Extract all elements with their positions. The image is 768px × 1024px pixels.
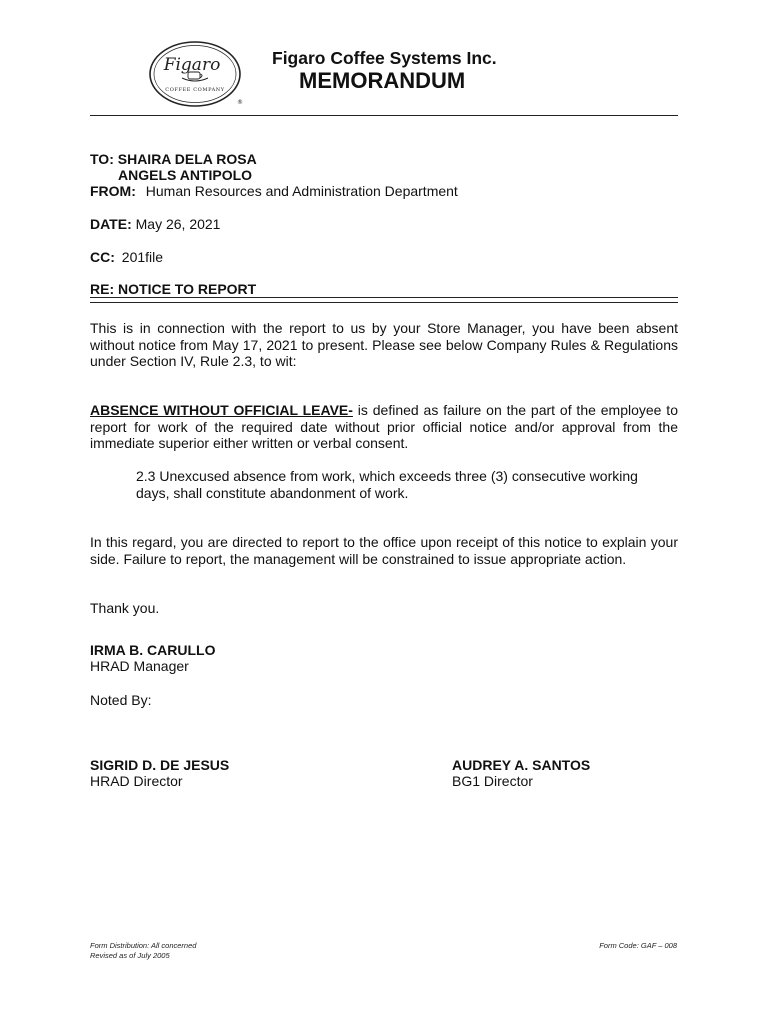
company-name: Figaro Coffee Systems Inc. xyxy=(272,48,497,68)
awol-paragraph xyxy=(90,402,678,452)
noted-2-title: BG1 Director xyxy=(452,773,533,789)
closing-text: Thank you. xyxy=(90,600,160,616)
date-label: DATE: xyxy=(90,216,132,232)
memo-title: MEMORANDUM xyxy=(299,68,466,93)
logo-sub-text: COFFEE COMPANY xyxy=(165,87,225,93)
logo-script-text: Figaro xyxy=(163,55,221,75)
from-value: Human Resources and Administration Department xyxy=(145,183,458,199)
form-code: Form Code: GAF – 008 xyxy=(599,941,677,950)
from-line xyxy=(90,183,458,199)
directive-paragraph: In this regard, you are directed to report to the office upon receipt of this notice to explain your side. Failure to report, the management will be constrained to issue appropriate action. xyxy=(90,534,678,567)
date-line xyxy=(90,216,220,232)
noted-1-name: SIGRID D. DE JESUS xyxy=(90,757,230,773)
header-divider xyxy=(90,115,678,116)
signer-title: HRAD Manager xyxy=(90,658,189,674)
rule-text xyxy=(136,468,656,501)
form-revised: Revised as of July 2005 xyxy=(90,950,170,960)
figaro-logo-icon xyxy=(148,40,242,108)
logo-registered-mark: ® xyxy=(237,99,243,106)
to-label: TO: xyxy=(90,151,114,167)
noted-by-label: Noted By: xyxy=(90,692,152,708)
to-recipient-2: ANGELS ANTIPOLO xyxy=(118,167,253,183)
to-recipient-1: SHAIRA DELA ROSA xyxy=(117,151,257,167)
cc-value: 201file xyxy=(121,249,164,265)
rule-line-2: days, shall constitute abandonment of work. xyxy=(136,484,409,501)
form-footer-left xyxy=(90,941,196,960)
date-value: May 26, 2021 xyxy=(135,216,221,232)
company-logo xyxy=(148,40,242,108)
re-value: NOTICE TO REPORT xyxy=(118,281,257,297)
signer-name: IRMA B. CARULLO xyxy=(90,642,216,658)
re-line xyxy=(90,281,256,297)
to-line xyxy=(90,151,257,167)
cc-label: CC: xyxy=(90,249,115,265)
noted-2-name: AUDREY A. SANTOS xyxy=(452,757,591,773)
re-label: RE: xyxy=(90,281,115,297)
cc-line xyxy=(90,249,163,265)
awol-term: ABSENCE WITHOUT OFFICIAL LEAVE- xyxy=(90,402,353,418)
form-distribution: Form Distribution: All concerned xyxy=(90,941,197,950)
rule-line-1: 2.3 Unexcused absence from work, which exceeds three (3) consecutive working xyxy=(136,468,638,484)
noted-1-title: HRAD Director xyxy=(90,773,183,789)
re-divider xyxy=(90,297,678,303)
intro-paragraph: This is in connection with the report to us by your Store Manager, you have been absent without notice from May 17, 2021 to present. Please see below Company Rules & Regulations under Section IV, Rule 2.3, to wit: xyxy=(90,320,678,369)
from-label: FROM: xyxy=(90,183,136,199)
awol-definition: is defined as failure on the part of the employee to report for work of the required date without prior official notice and/or approval from the immediate superior either written or verbal consent. xyxy=(90,402,678,451)
